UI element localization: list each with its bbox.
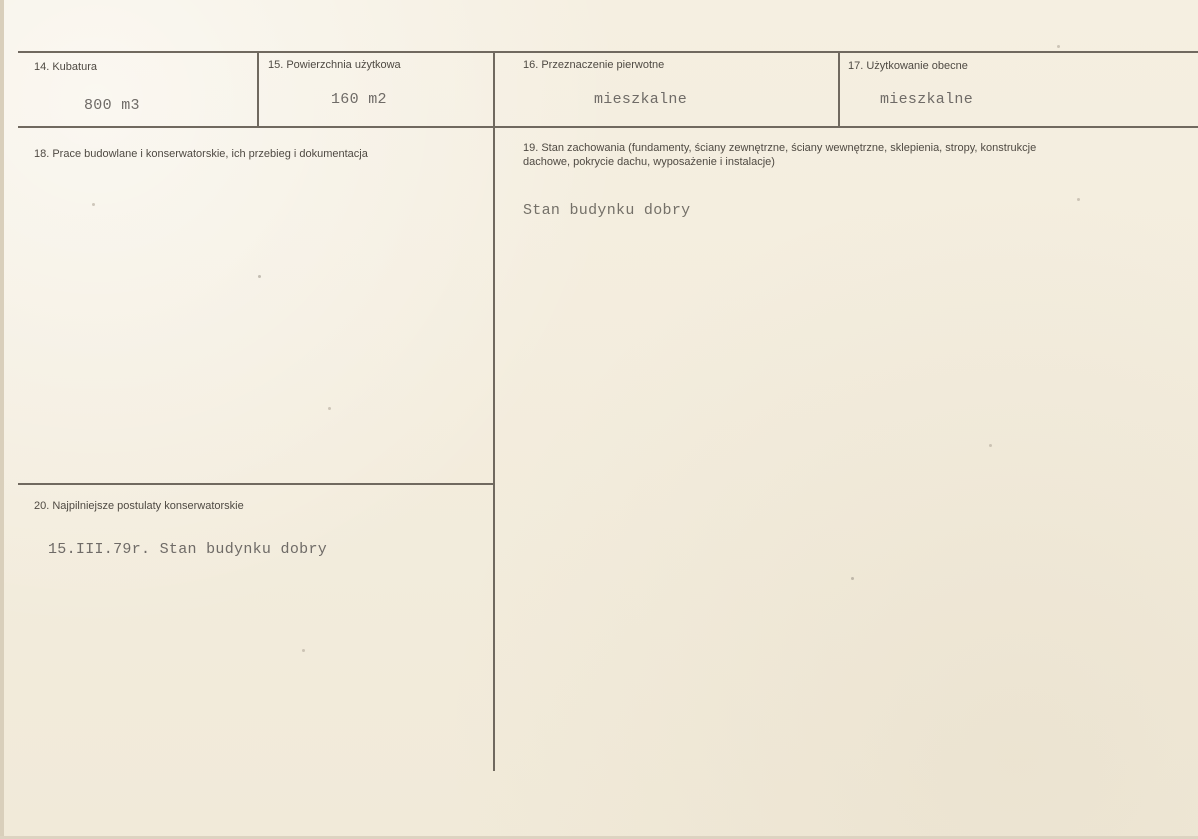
divider-14-15 (257, 51, 259, 126)
field-15-value: 160 m2 (331, 91, 387, 108)
divider-left-right (493, 51, 495, 771)
field-15-label: 15. Powierzchnia użytkowa (268, 59, 401, 71)
paper-speck-8 (1057, 45, 1060, 48)
field-16-label: 16. Przeznaczenie pierwotne (523, 59, 665, 71)
field-19-label: 19. Stan zachowania (fundamenty, ściany zewnętrzne, ściany wewnętrzne, sklepienia, stropy, konstrukcje dachowe, pokrycie dachu, wyposażenie i instalacje) (523, 142, 1037, 168)
field-16-value: mieszkalne (594, 91, 688, 108)
divider-16-17 (838, 51, 840, 126)
field-18-label: 18. Prace budowlane i konserwatorskie, ich przebieg i dokumentacja (34, 148, 368, 160)
paper-speck-2 (258, 275, 261, 278)
field-14-label: 14. Kubatura (34, 61, 97, 73)
middle-row-border (18, 126, 1198, 128)
paper-speck-1 (92, 203, 95, 206)
field-14-value: 800 m3 (84, 97, 140, 114)
field-20-value: 15.III.79r. Stan budynku dobry (48, 541, 328, 558)
paper-speck-7 (1077, 198, 1080, 201)
top-row-border (18, 51, 1198, 53)
field-20-label: 20. Najpilniejsze postulaty konserwatorskie (34, 500, 244, 512)
paper-speck-4 (302, 649, 305, 652)
paper-speck-3 (328, 407, 331, 410)
field-19-value: Stan budynku dobry (523, 202, 691, 219)
paper-speck-6 (989, 444, 992, 447)
card-left-edge (0, 0, 4, 839)
field-17-label: 17. Użytkowanie obecne (848, 60, 968, 72)
paper-speck-5 (851, 577, 854, 580)
field-17-value: mieszkalne (880, 91, 974, 108)
field-20-top-border (18, 483, 494, 485)
